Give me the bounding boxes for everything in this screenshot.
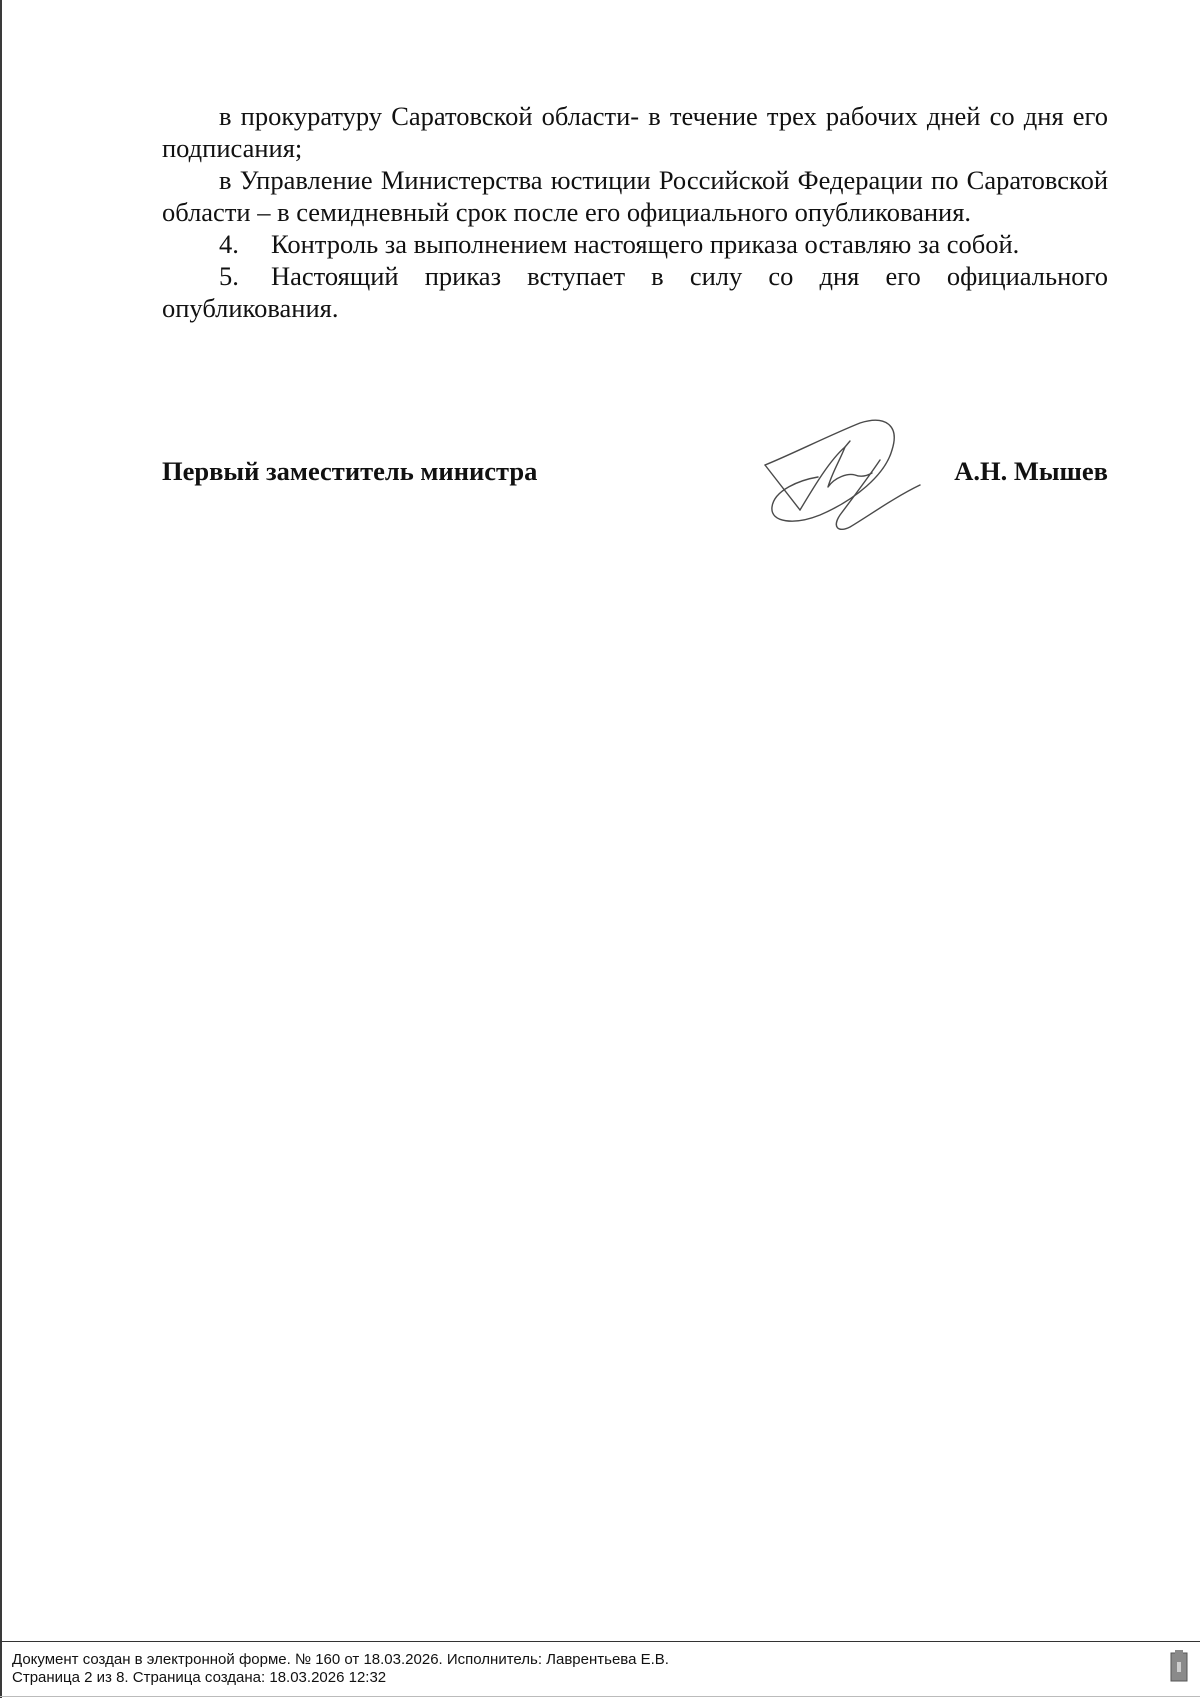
document-body <box>162 100 1108 324</box>
signatory-name: А.Н. Мышев <box>954 456 1108 486</box>
list-item-5 <box>162 260 1108 324</box>
handwritten-signature <box>760 415 930 550</box>
paragraph-ministry-justice: в Управление Министерства юстиции Российской Федерации по Саратовской области – в семидневный срок после его официального опубликования. <box>162 165 1108 227</box>
list-item-text: Настоящий приказ вступает в силу со дня его официального опубликования. <box>162 261 1108 323</box>
footer-document-info: Документ создан в электронной форме. № 160 от 18.03.2026. Исполнитель: Лаврентьева Е.В. <box>12 1651 669 1668</box>
footer-rule <box>0 1696 1200 1697</box>
list-item-number: 4. <box>219 229 239 259</box>
signatory-title: Первый заместитель министра <box>162 456 538 486</box>
list-item-number: 5. <box>219 261 239 291</box>
list-item-4 <box>162 228 1108 260</box>
document-footer <box>0 1641 1200 1699</box>
list-item-text: Контроль за выполнением настоящего приказа оставляю за собой. <box>271 229 1020 259</box>
page-left-edge <box>0 0 2 1698</box>
footer-page-info: Страница 2 из 8. Страница создана: 18.03.2026 12:32 <box>12 1669 387 1686</box>
paragraph-prosecutor: в прокуратуру Саратовской области- в течение трех рабочих дней со дня его подписания; <box>162 101 1108 163</box>
document-emblem-icon <box>1170 1650 1188 1684</box>
